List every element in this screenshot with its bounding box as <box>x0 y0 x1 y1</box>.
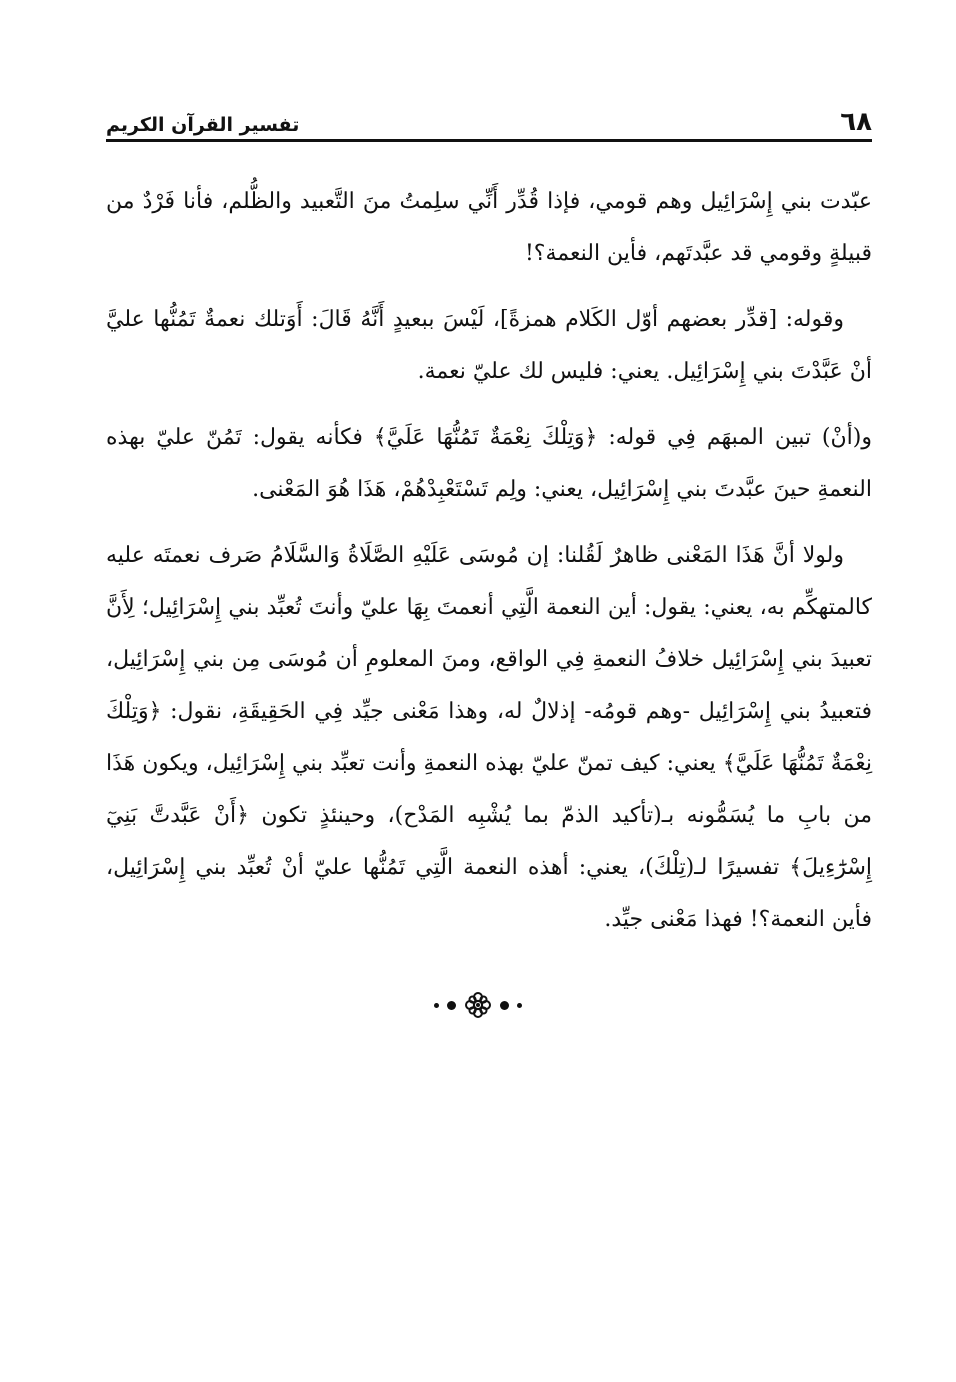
page-header <box>106 98 872 142</box>
paragraph-3: و(أنْ) تبين المبهَم فِي قوله: ﴿وَتِلْكَ نِعْمَةٌ تَمُنُّهَا عَلَيَّ﴾ فكأنه يقول: تَمُنّ عليّ بهذه النعمةِ حينَ عبَّدتَ بني إِسْرَائِيل، يعني: ولِم تَسْتَعْبِدْهُمْ، هَذَا هُوَ المَعْنى. <box>106 425 872 502</box>
separator-dot <box>517 1003 522 1008</box>
paragraph-4: ولولا أنَّ هَذَا المَعْنى ظاهرٌ لَقُلنا: إن مُوسَى عَلَيْهِ الصَّلَاةُ وَالسَّلَامُ صَرف نعمتَه عليه كالمتهكِّم به، يعني: يقول: أين النعمة الَّتِي أنعمتَ بِهَا عليّ وأنتَ تُعبِّد بني إِسْرَائِيل؛ لِأَنَّ تعبيدَ بني إِسْرَائِيل خلافُ النعمةِ فِي الواقع، ومنَ المعلومِ أن مُوسَى مِن بني إِسْرَائِيل، فتعبيدُ بني إِسْرَائِيل -وهم قومُه- إذلالٌ له، وهذا مَعْنى جيِّد فِي الحَقِيقَةِ، نقول: ﴿وَتِلْكَ نِعْمَةٌ تَمُنُّهَا عَلَيَّ﴾ يعني: كيف تمنّ عليّ بهذه النعمةِ وأنت تعبِّد بني إِسْرَائِيل، ويكون هَذَا من بابِ ما يُسَمُّونه بـ(تأكيد الذمّ بما يُشْبِه المَدْح)، وحينئذٍ تكون ﴿أَنْ عَبَّدتَّ بَنِيٓ إِسْرَٰٓءِيلَ﴾ تفسيرًا لـ(تِلْكَ)، يعني: أهذه النعمة الَّتِي تَمُنُّها عليّ أنْ تُعبِّد بني إِسْرَائِيل، فأين النعمة؟! فهذا مَعْنى جيِّد. <box>106 543 872 932</box>
paragraph-1: عبّدت بني إِسْرَائِيل وهم قومي، فإذا قُدِّر أَنِّي سلِمتُ منَ التَّعبيد والظُّلم، فأنا فَرْدٌ من قبيلةٍ وقومي قد عبَّدتَهم، فأين النعمة؟! <box>106 189 872 266</box>
separator-dot <box>447 1001 456 1010</box>
page-body <box>106 176 872 960</box>
ornament-flower-icon <box>464 991 492 1019</box>
section-separator <box>0 990 956 1020</box>
book-title: تفسير القرآن الكريم <box>106 114 300 136</box>
page-number: ٦٨ <box>840 107 872 137</box>
separator-dot <box>500 1001 509 1010</box>
separator-dot <box>434 1003 439 1008</box>
paragraph-2: وقوله: [قدِّر بعضهم أوّل الكَلام همزةً]، لَيْسَ ببعيدٍ أَنَّهُ قَالَ: أَوَتلك نعمةٌ تَمُنُّها عليَّ أنْ عَبَّدْتَ بني إِسْرَائِيل. يعني: فليس لك عليّ نعمة. <box>106 307 872 384</box>
